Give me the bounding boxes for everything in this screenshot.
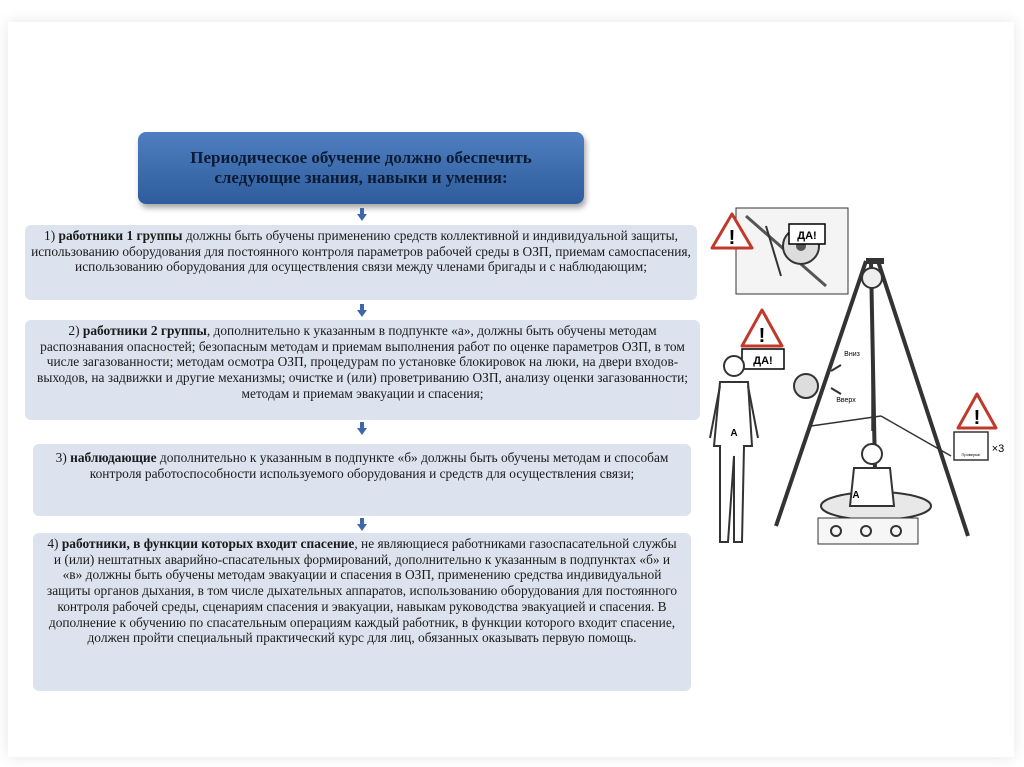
item-text: , не являющиеся работниками газоспасательной службы и (или) нештатных аварийно-спасательных формирований, дополнительно к указанным в подпунктах «б» и «в» должны быть обучены методам эвакуации и спасения в ОЗП, применению средства индивидуальной защиты органов дыхания, в том числе дыхательных аппаратов, использованию оборудования для постоянного контроля рабочей среды, сценариям спасения и эвакуации, навыкам руководства эвакуацией и спасения. В дополнение к обучению по спасательным операциям каждый работник, в функции которого входит спасение, должен пройти специальный практический курс для лиц, обязанных оказывать первую помощь. — [46, 536, 678, 646]
warning-triangle-icon — [958, 394, 996, 429]
title-line-1: Периодическое обучение должно обеспечить — [190, 148, 532, 167]
tripod-winch-icon — [794, 374, 818, 398]
title-line-2: следующие знания, навыки и умения: — [214, 168, 508, 187]
svg-text:!: ! — [728, 227, 736, 249]
item-heading: работники 1 группы — [58, 228, 183, 243]
svg-text:!: ! — [973, 407, 981, 429]
item-number: 1) — [44, 228, 59, 243]
label-up: Вверх — [836, 397, 856, 404]
item-number: 4) — [47, 536, 62, 551]
pulley-icon — [862, 268, 882, 288]
label-down: Вниз — [844, 351, 860, 358]
observer-figure — [710, 356, 758, 542]
label-check: Проверка! — [961, 452, 981, 457]
item-heading: работники 2 группы — [82, 323, 207, 338]
page-title — [138, 132, 584, 204]
item-heading: работники, в функции которых входит спасение — [61, 536, 355, 551]
item-number: 3) — [55, 450, 71, 465]
label-x3: ×3 — [991, 443, 1005, 455]
list-item-group-2 — [25, 320, 700, 420]
down-arrow-icon — [357, 310, 367, 317]
badge-a-observer: А — [730, 428, 738, 439]
warning-triangle-icon — [742, 310, 782, 347]
equipment-strip — [818, 518, 918, 544]
list-item-rescuers — [33, 533, 691, 691]
item-text: дополнительно к указанным в подпункте «б» должны быть обучены методам и способам контроля работоспособности используемого оборудования и средств для осуществления связи; — [89, 450, 669, 481]
rescue-tripod-illustration — [706, 206, 1008, 558]
down-arrow-icon — [357, 214, 367, 221]
item-number: 2) — [68, 323, 83, 338]
label-yes-2: ДА! — [753, 355, 773, 367]
down-arrow-icon — [357, 524, 367, 531]
badge-a-worker: А — [852, 490, 860, 501]
item-text: , дополнительно к указанным в подпункте «а», должны быть обучены методам распознавания опасностей; безопасным методам и приемам выполнения работ по оценке параметров ОЗП, в том числе загазованности; методам осмотра ОЗП, процедурам по установке блокировок на люки, на двери входов-выходов, на задвижки и другие механизмы; очистке и (или) проветриванию ОЗП, анализу оценки загазованности; методам и приемам эвакуации и спасения; — [37, 323, 688, 401]
svg-text:!: ! — [758, 325, 766, 347]
list-item-group-1 — [25, 225, 697, 300]
item-heading: наблюдающие — [70, 450, 157, 465]
list-item-observers — [33, 444, 691, 516]
item-text: должны быть обучены применению средств коллективной и индивидуальной защиты, использованию оборудования для постоянного контроля параметров рабочей среды в ОЗП, приемам самоспасения, использованию оборудования для осуществления связи между членами бригады и с наблюдающим; — [31, 228, 691, 275]
down-arrow-icon — [357, 428, 367, 435]
label-yes-1: ДА! — [797, 230, 817, 242]
